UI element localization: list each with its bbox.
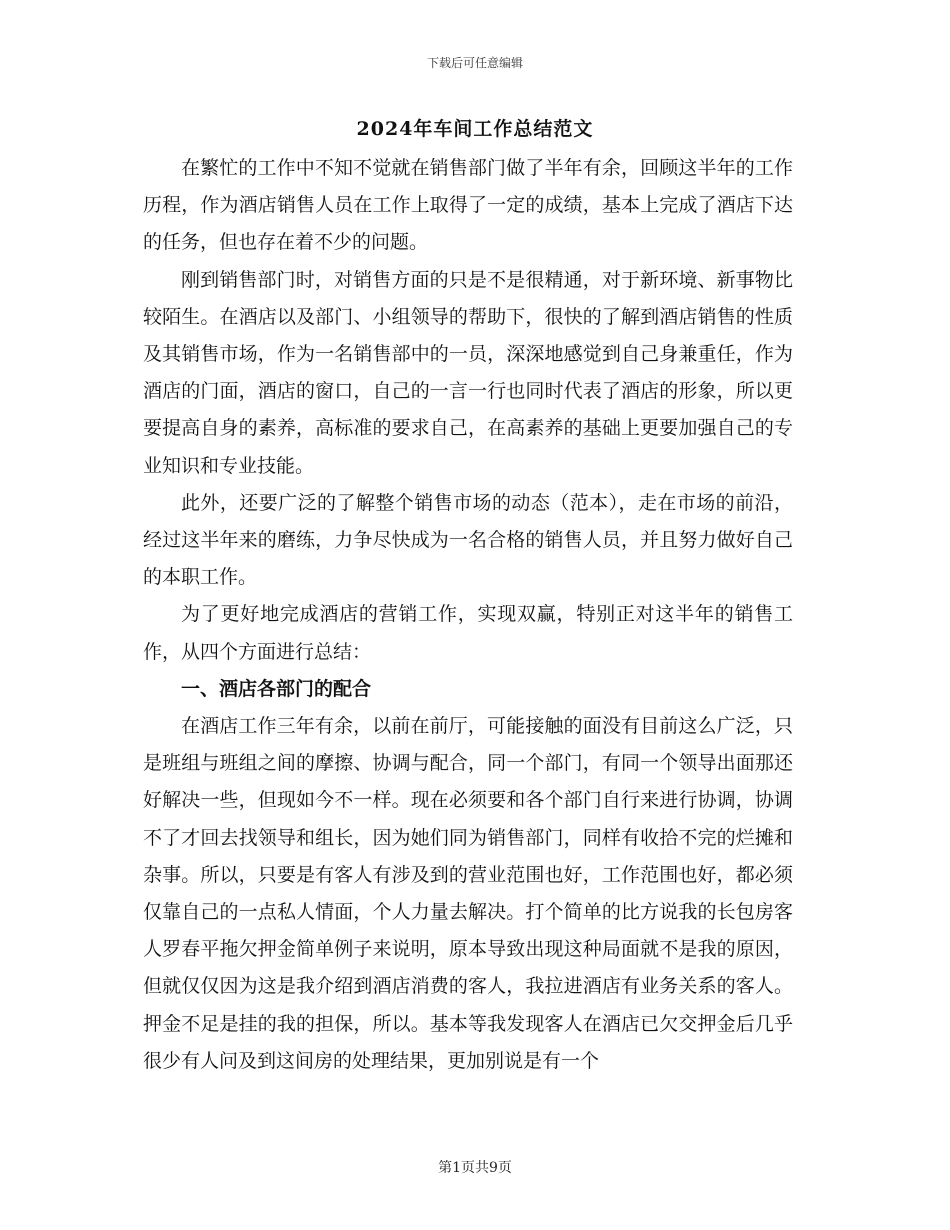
page-number: 第1页共9页 [438,1160,512,1176]
header-note: 下载后可任意编辑 [426,56,523,70]
document-body [143,150,793,1080]
document-title: 2024年车间工作总结范文 [356,118,594,140]
paragraph: 在酒店工作三年有余，以前在前厅，可能接触的面没有目前这么广泛，只是班组与班组之间的摩擦、协调与配合，同一个部门，有同一个领导出面那还好解决一些，但现如今不一样。现在必须要和各个部门自行来进行协调，协调不了才回去找领导和组长，因为她们同为销售部门，同样有收拾不完的烂摊和杂事。所以，只要是有客人有涉及到的营业范围也好，工作范围也好，都必须仅靠自己的一点私人情面，个人力量去解决。打个简单的比方说我的长包房客人罗春平拖欠押金简单例子来说明，原本导致出现这种局面就不是我的原因，但就仅仅因为这是我介绍到酒店消费的客人，我拉进酒店有业务关系的客人。押金不足是挂的我的担保，所以。基本等我发现客人在酒店已欠交押金后几乎很少有人问及到这间房的处理结果，更加别说是有一个 [143,715,793,1072]
paragraph: 此外，还要广泛的了解整个销售市场的动态（范本），走在市场的前沿，经过这半年来的磨练，力争尽快成为一名合格的销售人员，并且努力做好自己的本职工作。 [143,491,793,589]
section-heading: 一、酒店各部门的配合 [181,677,372,700]
paragraph: 为了更好地完成酒店的营销工作，实现双赢，特别正对这半年的销售工作，从四个方面进行总结： [143,603,793,663]
paragraph: 在繁忙的工作中不知不觉就在销售部门做了半年有余，回顾这半年的工作历程，作为酒店销售人员在工作上取得了一定的成绩，基本上完成了酒店下达的任务，但也存在着不少的问题。 [143,157,793,254]
paragraph: 刚到销售部门时，对销售方面的只是不是很精通，对于新环境、新事物比较陌生。在酒店以及部门、小组领导的帮助下，很快的了解到酒店销售的性质及其销售市场，作为一名销售部中的一员，深深地感觉到自己身兼重任，作为酒店的门面，酒店的窗口，自己的一言一行也同时代表了酒店的形象，所以更要提高自身的素养，高标准的要求自己，在高素养的基础上更要加强自己的专业知识和专业技能。 [143,268,793,477]
